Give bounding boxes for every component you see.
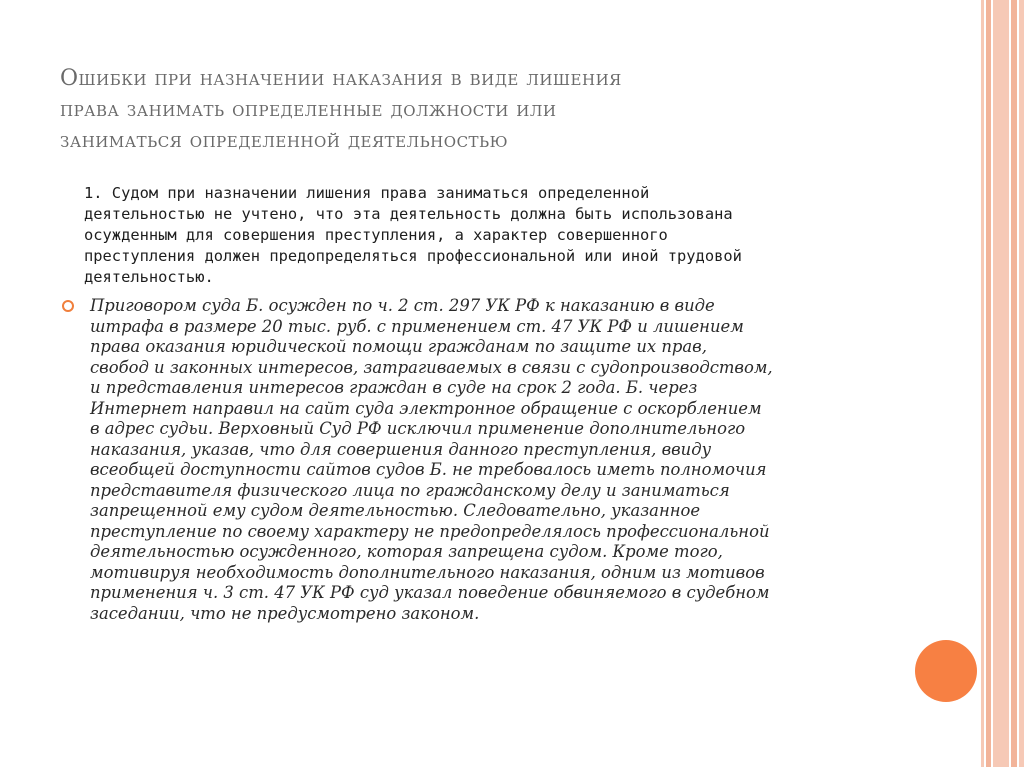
title-line: права занимать определенные должности или — [60, 97, 557, 122]
bullet-line: права оказания юридической помощи гражданам по защите их прав, — [90, 337, 707, 356]
paragraph-line: 1. Судом при назначении лишения права заниматься определенной — [84, 184, 650, 202]
bullet-line: деятельностью осужденного, которая запрещена судом. Кроме того, — [90, 542, 723, 561]
decor-circle-icon — [915, 640, 977, 702]
bullet-line: мотивируя необходимость дополнительного наказания, одним из мотивов — [90, 562, 765, 582]
decor-stripe — [986, 0, 991, 767]
paragraph-line: деятельностью. — [84, 268, 214, 286]
title-line: заниматься определенной деятельностью — [60, 128, 509, 153]
bullet-line: штрафа в размере 20 тыс. руб. с применением ст. 47 УК РФ и лишением — [90, 316, 744, 336]
bullet-line: всеобщей доступности сайтов судов Б. не требовалось иметь полномочия — [90, 460, 767, 479]
bullet-circle-icon — [62, 300, 74, 312]
slide-title — [60, 63, 920, 156]
decor-stripe — [1019, 0, 1024, 767]
bullet-line: в адрес судьи. Верховный Суд РФ исключил применение дополнительного — [90, 419, 746, 438]
bullet-line: наказания, указав, что для совершения данного преступления, ввиду — [90, 439, 712, 459]
bullet-line: Приговором суда Б. осужден по ч. 2 ст. 297 УК РФ к наказанию в виде — [90, 296, 715, 315]
paragraph-line: деятельностью не учтено, что эта деятельность должна быть использована — [84, 205, 733, 223]
paragraph-line: осужденным для совершения преступления, а характер совершенного — [84, 226, 668, 244]
bullet-line: свобод и законных интересов, затрагиваемых в связи с судопроизводством, — [90, 357, 773, 377]
bullet-line: Интернет направил на сайт суда электронное обращение с оскорблением — [90, 398, 762, 418]
bullet-line: преступление по своему характеру не предопределялось профессиональной — [90, 521, 770, 541]
decor-stripe — [993, 0, 1009, 767]
title-line: Ошибки при назначении наказания в виде лишения — [60, 66, 622, 91]
bullet-line: запрещенной ему судом деятельностью. Следовательно, указанное — [90, 501, 701, 520]
main-paragraph — [84, 183, 904, 288]
bullet-line: заседании, что не предусмотрено законом. — [90, 603, 480, 623]
bullet-line: применения ч. 3 ст. 47 УК РФ суд указал поведение обвиняемого в судебном — [90, 583, 770, 602]
bullet-text — [90, 296, 890, 624]
bullet-line: представителя физического лица по гражданскому делу и заниматься — [90, 480, 730, 500]
paragraph-line: преступления должен предопределяться профессиональной или иной трудовой — [84, 247, 742, 265]
bullet-line: и представления интересов граждан в суде на срок 2 года. Б. через — [90, 378, 698, 397]
decor-stripe — [981, 0, 984, 767]
decor-stripe — [1011, 0, 1017, 767]
